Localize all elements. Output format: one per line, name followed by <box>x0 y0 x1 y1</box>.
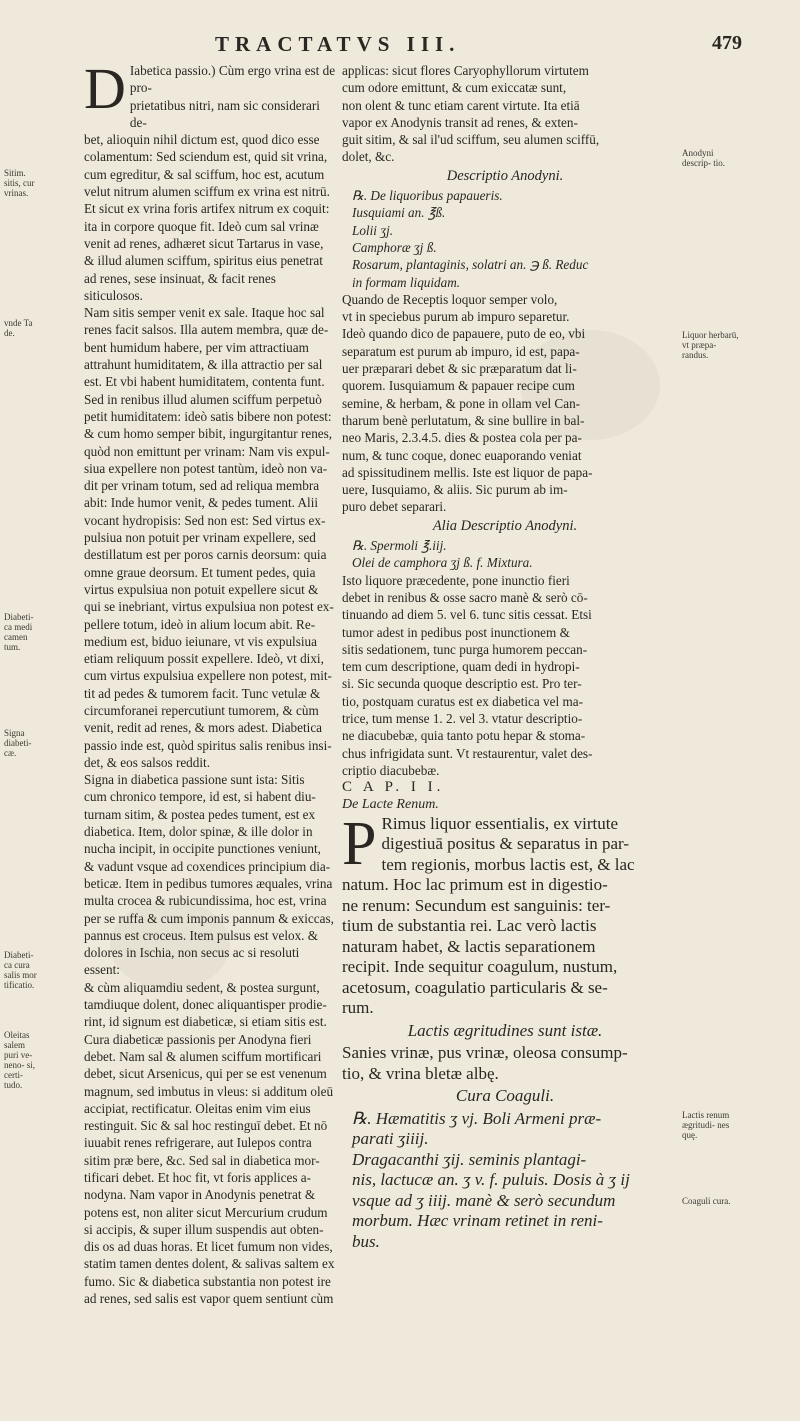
aegritudines-text: Sanies vrinæ, pus vrinæ, oleosa consump- tio, & vrina bletæ albę. <box>342 1043 628 1083</box>
margin-note-left: Diabeti- ca medi camen tum. <box>4 612 34 652</box>
right-column <box>342 62 668 1252</box>
subheading-aegritudines: Lactis ægritudines sunt istæ. <box>407 1020 603 1040</box>
margin-note-left: Oleitas salem puri ve- neno- si, certi- tudo. <box>4 1030 35 1090</box>
left-column-text: Iabetica passio.) Cùm ergo vrina est de pro- prietatibus nitri, nam sic considerari de- bet, alioquin nihil dictum est, quod dico esse colamentum: Sed sciendum est, quid sit vrina, cum egreditur, & sal sciffum, hoc est, acutum velut nitrum alumen sciffum ex vrina est nitrū. Et sicut ex vrina foris artifex nitrum ex coquit: ita in corpore quoque fit. Ideò cum sal vrinæ venit ad renes, adhæret sicut Tartarus in vase, & illud alumen sciffum, spiritus eius penetrat ad renes, sese insinuat, & facit renes siticulosos. Nam sitis semper venit ex sale. Itaque hoc sal renes facit salsos. Illa autem membra, quæ de- bent humidum habere, per vim attractiuam attrahunt humiditatem, & illa attractio per sal est. Et vbi habent humiditatem, contenta funt. Sed in renibus illud alumen sciffum perpetuò petit humiditatem: ideò satis bibere non potest: & cum homo semper bibit, ingurgitantur renes, quòd non emittunt per vrinam: Nam vis expul- siua expellere non potest tantùm, ideò non va- dit per vrinam totum, sed ad reliqua membra abit: Inde humor venit, & pedes tument. Alii vocant hydropisis: Sed non est: Sed virtus ex- pulsiua non potuit per vrinam expellere, sed destillatum est per poros carnis deorsum: quia omne graue deorsum. Et tument pedes, quia virtus expulsiua non potuit expellere sicut & qui se inebriant, virtus expulsiua non potest ex- pellere totum, ideò in alium locum abit. Re- medium est, biduo ieiunare, vt vis expulsiua etiam reliquum possit expellere. Ideò, vt dixi, cum virtus expulsiua expellere non potest, mit- tit ad pedes & tumorem facit. Tunc vetulæ & circumforanei repercutiunt tumorem, & cùm venit, redit ad renes, & mors adest. Diabetica passio inde est, quòd spiritus salis renibus insi- det, & eos salsos reddit. Signa in diabetica passione sunt ista: Sitis cum chronico tempore, id est, si habent diu- turnam sitim, & postea pedes tument, est ex diabetica. Item, dolor spinæ, & ille dolor in nucha incipit, in occipite punctiones veniunt, & vadunt vsque ad coxendices principium dia- beticæ. Item in pedibus tumores æquales, vrina multa crocea & rubicundissima, hoc est, vrina per se ruffa & cum imponis pannum & exiccas, pannus est croceus. Item pulsus est velox. & dolores in Ischia, non secus ac si resoluti essent: & cùm aliquamdiu sedent, & postea surgunt, tamdiuque dolent, donec aliquantisper prodie- rint, id signum est diabeticæ, si etiam sitis est. Cura diabeticæ passionis per Anodyna fieri debet. Nam sal & alumen sciffum mortificari debet, sicut Arsenicus, qui per se est venenum magnum, sed imbutus in vleus: si additum oleū accipiat, rectificatur. Oleitas enim vim eius restinguit. Sic & sal hoc restinguī debet. Et nō iuuabit renes refrigerare, aut Iulepos contra sitim præ bere, &c. Sed sal in diabetica mor- tificari debet. Et hoc fit, vt foris applices a- nodyna. Nam vapor in Anodynis penetrat & potens est, non aliter sicut Mercurium crudum si accipis, & super illum suspendis aut obten- dis os ad duas horas. Et licet fumum non vides, statim tamen dentes dolent, & salivas saltem ex fumo. Sic & diabetica substantia non potest ire ad renes, sed salis est vapor quem sentiunt cùm <box>84 63 336 1307</box>
subheading-alia-descriptio: Alia Descriptio Anodyni. <box>432 517 578 534</box>
left-column <box>84 56 336 1307</box>
chapter-body-text: Rimus liquor essentialis, ex virtute digestiuā positus & separatus in par- tem regionis, morbus lactis est, & lac natum. Hoc lac primum est in digestio- ne renum: Secundum est sanguinis: ter- tium de substantia rei. Lac verò lactis naturam habet, & lactis separationem recipit. Inde sequitur coagulum, nustum, acetosum, coagulatio particularis & se- rum. <box>342 813 635 1018</box>
chapter-title: De Lacte Renum. <box>342 797 439 813</box>
margin-note-left: Signa diabeti- cæ. <box>4 728 32 758</box>
recipe-coaguli: ℞. Hæmatitis ʒ vj. Boli Armeni præ- parati ʒiiij. Dragacanthi ʒij. seminis plantagi- nis, lactucæ an. ʒ v. f. puluis. Dosis à ʒ ij vsque ad ʒ iiij. manè & serò secundum morbum. Hæc vrinam retinet in reni- bus. <box>352 1108 630 1251</box>
receptis-paragraph: Quando de Receptis loquor semper volo, vt in speciebus purum ab impuro separetur. Ideò quando dico de papauere, puto de eo, vbi separatum est purum ab impuro, id est, papa- uer præparari debet & sic præparatum dat li- quorem. Iusquiamum & papauer recipe cum semine, & herbam, & pone in ollam vel Can- tharum benè perlutatum, & sine bullire in bal- neo Maris, 2.3.4.5. dies & postea cola per pa- num, & tunc coque, donec euaporando veniat ad spissitudinem mellis. Iste est liquor de papa- uere, Iusquiamo, & aliis. Sic purum ab im- puro debet separari. <box>342 291 593 515</box>
drop-cap-p: P <box>342 809 377 878</box>
margin-note-left: vnde Ta de. <box>4 318 33 338</box>
subheading-descriptio-anodyni: Descriptio Anodyni. <box>446 167 564 184</box>
margin-note-right: Lactis renum ægritudi- nes quę. <box>682 1110 730 1140</box>
margin-note-right: Liquor herbarū, vt præpa- randus. <box>682 330 739 360</box>
right-opening-text: applicas: sicut flores Caryophyllorum virtutem cum odore emittunt, & cum exiccatæ sunt, non olent & tunc etiam carent virtute. Ita etiā vapor ex Anodynis transit ad renes, & exten- guit sitim, & sal il'ud sciffum, seu alumen sciffū, dolet, &c. <box>342 63 600 165</box>
chapter-label: C A P. I I. <box>342 779 445 796</box>
inunctio-paragraph: Isto liquore præcedente, pone inunctio fieri debet in renibus & osse sacro manè & serò cō- tinuando ad diem 5. vel 6. tunc sitis cessat. Etsi tumor adest in pedibus post inunctionem & sitis sedationem, tunc purga humorem peccan- tem cum descriptione, quam dedi in hydropi- si. Sic secunda quoque descriptio est. Pro ter- tio, postquam curatus est ex diabetica vel ma- trice, tum mense 1. 2. vel 3. vtatur descriptio- ne diacubebæ, quia tanto potu hepar & stoma- chus infrigidata sunt. Vt restaurentur, valet des- criptio diacubebæ. <box>342 572 593 778</box>
margin-note-left: Diabeti- ca cura salis mor tificatio. <box>4 950 37 990</box>
running-title: TRACTATVS III. <box>215 32 461 56</box>
margin-note-left: Sitim. sitis, cur vrinas. <box>4 168 35 198</box>
margin-note-right: Coaguli cura. <box>682 1196 731 1206</box>
chapter-body <box>342 809 668 1019</box>
subheading-cura-coaguli: Cura Coaguli. <box>455 1086 555 1106</box>
drop-cap-d: D <box>84 56 126 121</box>
recipe-alia: ℞. Spermoli ℥.iij. Olei de camphora ʒj ß. f. Mixtura. <box>352 538 533 571</box>
recipe-anodyni: ℞. De liquoribus papaueris. Iusquiami an. ℥ß. Lolii ʒj. Camphoræ ʒj ß. Rosarum, plantaginis, solatri an. ℈ ß. Reduc in formam liquidam. <box>352 188 589 290</box>
margin-note-right: Anodyni descrip- tio. <box>682 148 725 168</box>
page-number: 479 <box>712 32 742 54</box>
